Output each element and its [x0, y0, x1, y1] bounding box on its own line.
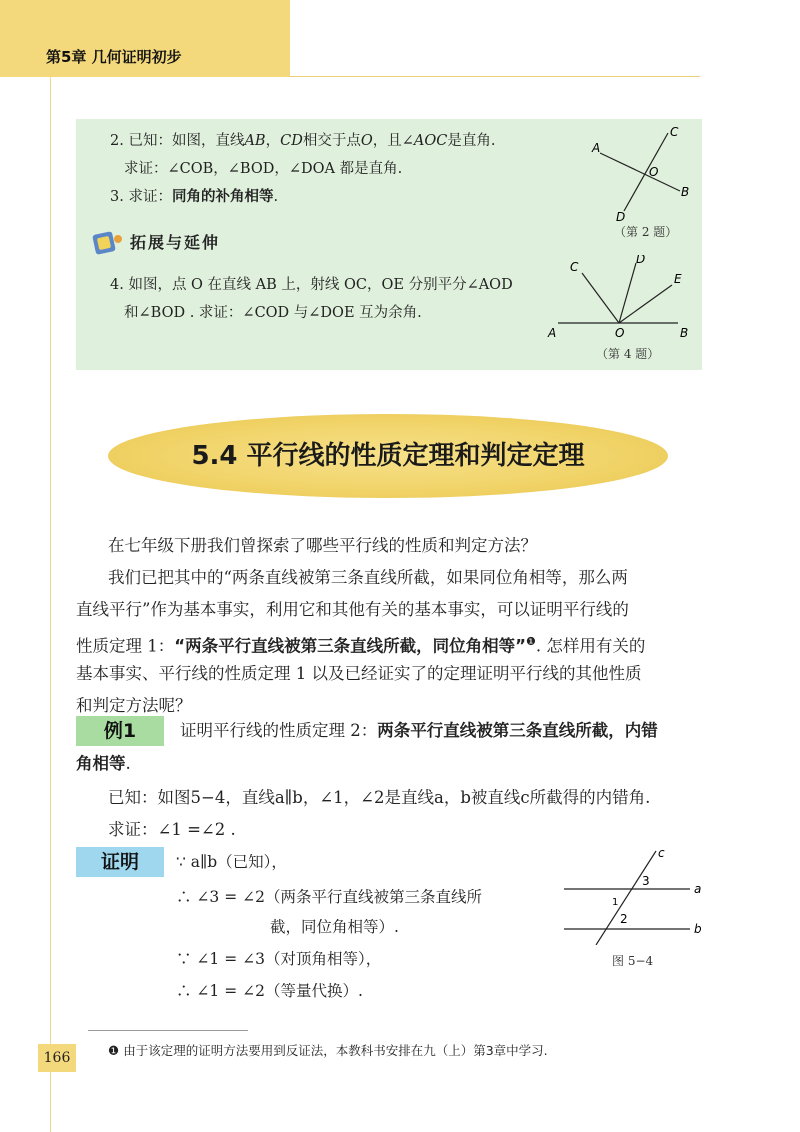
fig2-label-a: A: [592, 141, 601, 155]
body-paragraph-2-line-1: 我们已把其中的“两条直线被第三条直线所截，如果同位角相等，那么两: [108, 568, 628, 587]
fig54-label-3: 3: [642, 874, 650, 888]
body-paragraph-2-line-5: 和判定方法呢？: [76, 696, 192, 715]
fig4-label-d: D: [636, 255, 646, 266]
fig2-line-ab: [600, 153, 680, 191]
example-statement-line-1: 证明平行线的性质定理 2：两条平行直线被第三条直线所截，内错: [180, 721, 658, 740]
fig54-label-c: c: [658, 846, 665, 860]
fig4-label-c: C: [570, 260, 579, 274]
fig2-label-d: D: [616, 210, 626, 224]
figure-exercise-4: [544, 255, 694, 341]
body-paragraph-2-line-3: 性质定理 1：“两条平行直线被第三条直线所截，同位角相等”$^❶$. 怎样用有关的: [76, 635, 646, 656]
margin-line: [50, 77, 51, 1132]
figure-exercise-4-caption: （第 4 题）: [596, 347, 660, 361]
footnote-rule: [88, 1030, 248, 1031]
extension-icon: [90, 229, 126, 257]
fig4-label-b: B: [680, 326, 689, 340]
proof-line-4: ∵ ∠1 = ∠3（对顶角相等），: [176, 950, 382, 968]
chapter-header-tab: [0, 0, 290, 77]
fig4-label-e: E: [674, 272, 682, 286]
chapter-title: 第5章 几何证明初步: [46, 48, 182, 66]
fig54-label-b: b: [694, 922, 702, 936]
exercise-3: 3. 求证：同角的补角相等.: [110, 189, 279, 205]
footnote-marker: ❶: [525, 635, 536, 648]
extension-title: 拓展与延伸: [130, 233, 221, 252]
fig4-ray-od: [619, 263, 636, 323]
fig4-label-a: A: [548, 326, 557, 340]
proof-line-5: ∴ ∠1 = ∠2（等量代换）.: [176, 982, 363, 1000]
fig2-line-cd: [624, 133, 668, 211]
fig54-line-c: [596, 851, 656, 945]
proof-line-1: ∵ a∥b（已知），: [176, 853, 287, 871]
exercise-2-line-2: 求证：∠COB，∠BOD，∠DOA 都是直角.: [124, 161, 403, 177]
footnote: [108, 1041, 548, 1059]
section-title: 5.4 平行线的性质定理和判定定理: [191, 441, 585, 471]
proof-line-3: 截，同位角相等）.: [270, 918, 399, 936]
fig4-ray-oe: [619, 285, 672, 323]
body-paragraph-2-line-4: 基本事实、平行线的性质定理 1 以及已经证实了的定理证明平行线的其他性质: [76, 664, 642, 683]
fig54-label-a: a: [694, 882, 702, 896]
figure-5-4-caption: 图 5−4: [612, 954, 654, 968]
body-paragraph-2-line-2: 直线平行”作为基本事实，利用它和其他有关的基本事实，可以证明平行线的: [76, 600, 629, 619]
figure-exercise-2: [588, 125, 698, 229]
fig54-label-2: 2: [620, 912, 628, 926]
example-prove: 求证：∠1 =∠2 .: [108, 820, 236, 839]
fig4-label-o: O: [615, 326, 625, 340]
header-rule: [290, 76, 700, 77]
proof-label: 证明: [76, 847, 164, 877]
body-paragraph-1: 在七年级下册我们曾探索了哪些平行线的性质和判定方法？: [108, 536, 537, 555]
example-label: 例1: [76, 716, 164, 746]
example-statement-line-2: 角相等.: [76, 754, 131, 773]
fig54-label-1: 1: [612, 897, 619, 908]
page-number: 166: [38, 1044, 76, 1072]
figure-5-4: [560, 845, 710, 945]
exercise-4-line-1: 4. 如图，点 O 在直线 AB 上，射线 OC，OE 分别平分∠AOD: [110, 277, 513, 293]
proof-line-2: ∴ ∠3 = ∠2（两条平行直线被第三条直线所: [176, 888, 482, 906]
exercise-2-line-1: 2. 已知：如图，直线AB，CD相交于点O，且∠AOC是直角.: [110, 133, 496, 149]
example-given: 已知：如图5−4，直线a∥b，∠1，∠2是直线a，b被直线c所截得的内错角.: [108, 788, 651, 807]
fig4-ray-oc: [582, 273, 619, 323]
footnote-marker-icon: ❶: [108, 1043, 120, 1058]
exercise-box: [76, 119, 702, 370]
fig2-label-o: O: [649, 165, 659, 179]
figure-exercise-2-caption: （第 2 题）: [614, 225, 678, 239]
exercise-4-line-2: 和∠BOD . 求证：∠COD 与∠DOE 互为余角.: [124, 305, 422, 321]
fig2-label-b: B: [681, 185, 690, 199]
section-banner: [108, 414, 668, 498]
fig2-label-c: C: [670, 125, 679, 139]
footnote-text: 由于该定理的证明方法要用到反证法，本教科书安排在九（上）第3章中学习.: [123, 1043, 548, 1058]
